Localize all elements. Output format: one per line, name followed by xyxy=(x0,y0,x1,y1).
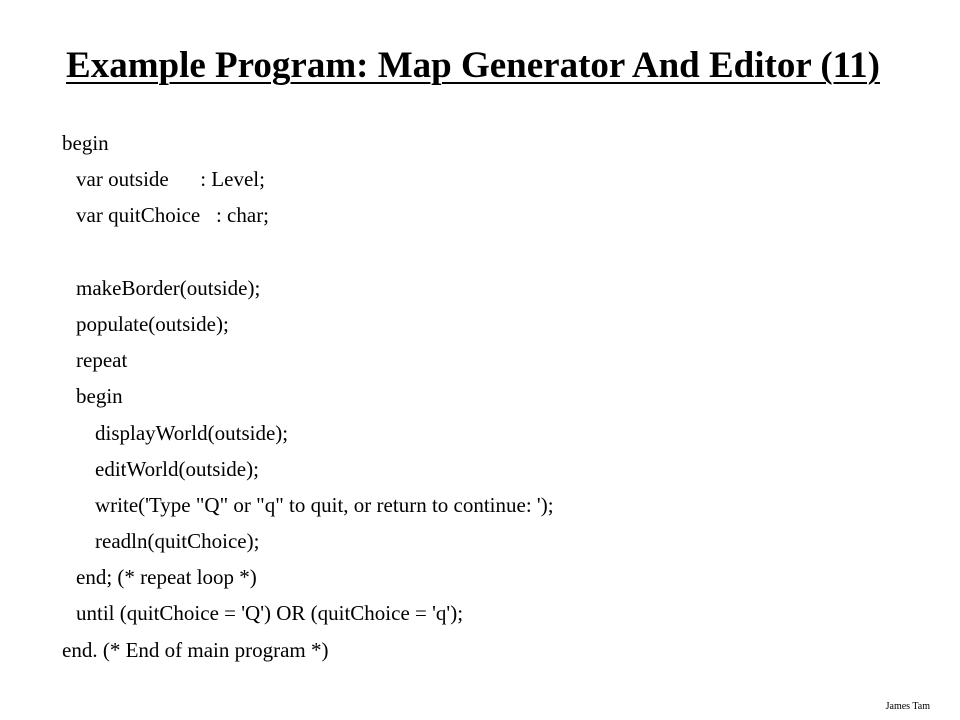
code-line: displayWorld(outside); xyxy=(95,420,289,445)
code-line: repeat xyxy=(76,348,128,373)
code-line: var outside : Level; xyxy=(76,167,265,192)
code-line: begin xyxy=(76,384,123,409)
code-line: begin xyxy=(62,131,109,155)
code-line: write('Type "Q" or "q" to quit, or return to continue: '); xyxy=(95,492,554,517)
code-line: readln(quitChoice); xyxy=(95,529,260,554)
author-footer: James Tam xyxy=(885,701,930,712)
code-line: end; (* repeat loop *) xyxy=(76,565,257,590)
code-line: populate(outside); xyxy=(76,311,229,336)
code-line: editWorld(outside); xyxy=(95,456,259,481)
page-title: Example Program: Map Generator And Editor (11) xyxy=(66,45,880,86)
code-line: end. (* End of main program *) xyxy=(62,637,329,662)
code-line xyxy=(62,238,554,274)
code-line: var quitChoice : char; xyxy=(76,203,270,228)
code-listing xyxy=(62,129,554,672)
code-line: makeBorder(outside); xyxy=(76,275,261,300)
code-line: until (quitChoice = 'Q') OR (quitChoice = 'q'); xyxy=(76,601,464,626)
